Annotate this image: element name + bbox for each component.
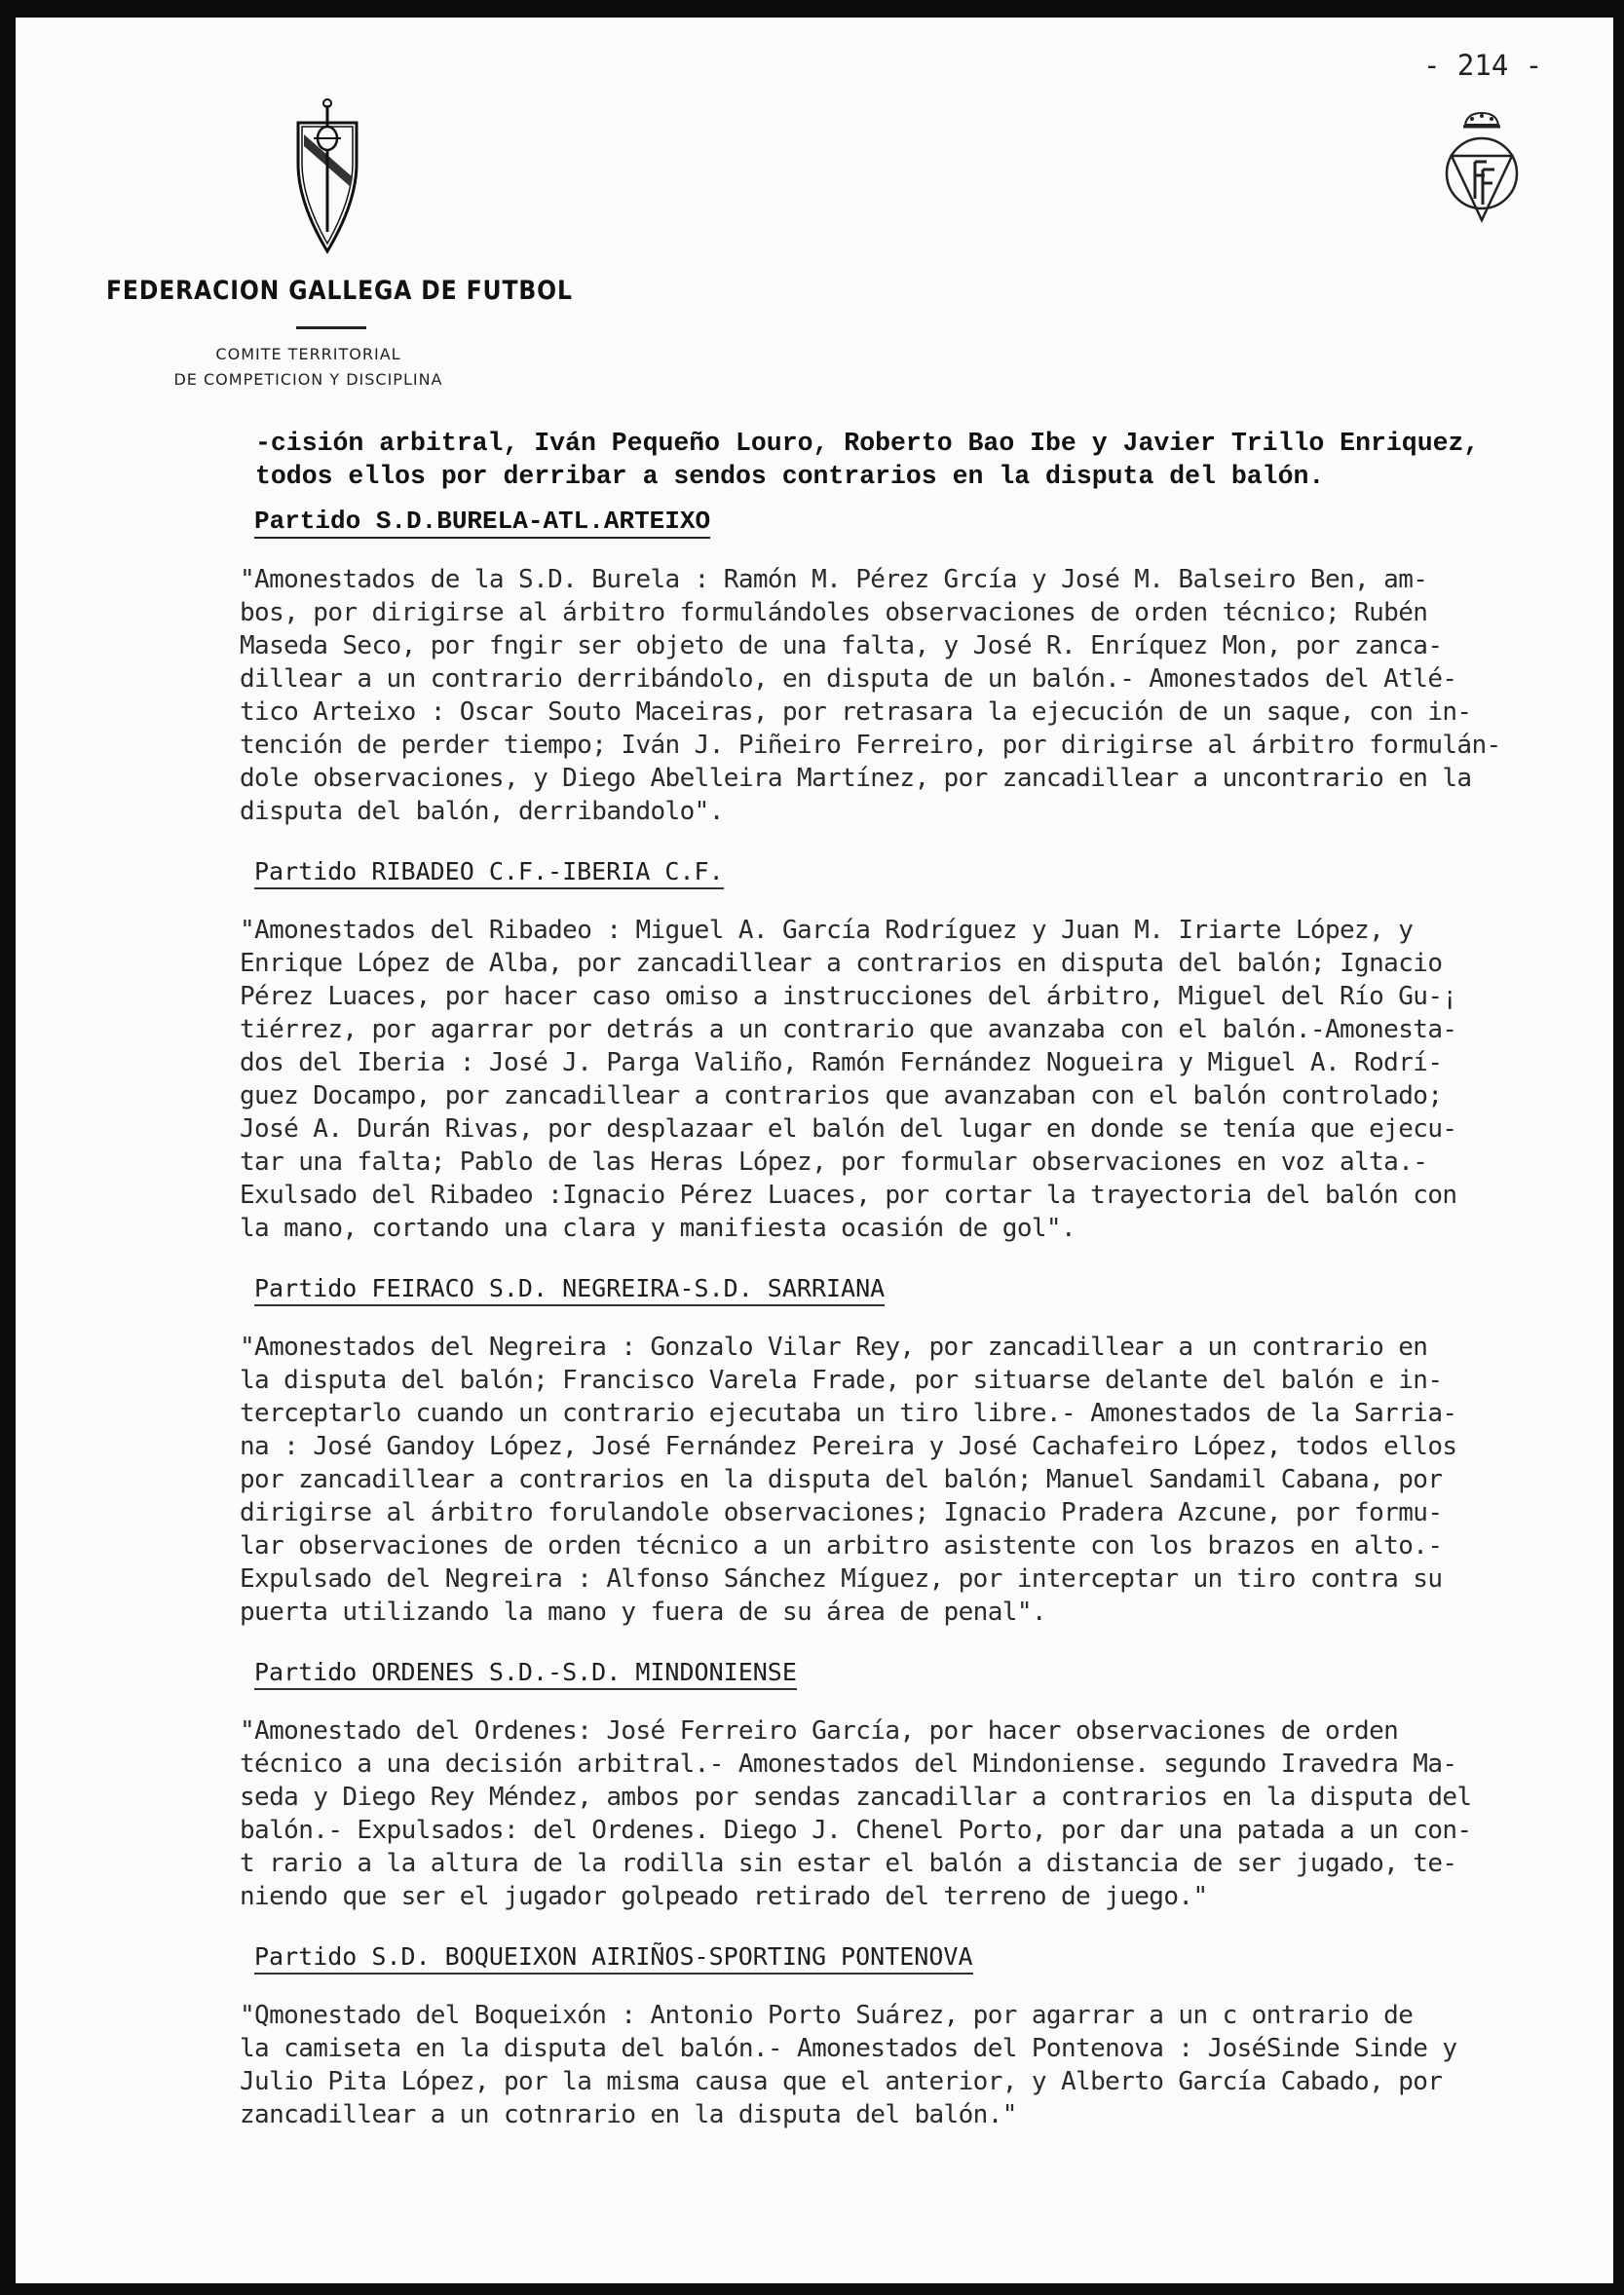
report-line: Pérez Luaces, por hacer caso omiso a instrucciones del árbitro, Miguel del Río Gu-¡: [240, 982, 1457, 1011]
document-page: [16, 18, 1613, 2283]
report-line: "Amonestados de la S.D. Burela : Ramón M. Pérez Grcía y José M. Balseiro Ben, am-: [240, 565, 1428, 594]
report-line: terceptarlo cuando un contrario ejecutaba un tiro libre.- Amonestados de la Sarria-: [240, 1399, 1457, 1428]
page-number: - 214 -: [1423, 49, 1543, 82]
report-line: dos del Iberia : José J. Parga Valiño, Ramón Fernández Nogueira y Miguel A. Rodrí-: [240, 1048, 1443, 1077]
report-line: zancadillear a un cotnrario en la disputa del balón.": [240, 2100, 1017, 2129]
report-line: na : José Gandoy López, José Fernández Pereira y José Cachafeiro López, todos ellos: [240, 1432, 1457, 1461]
report-line: tención de perder tiempo; Iván J. Piñeiro Ferreiro, por dirigirse al árbitro formulán-: [240, 731, 1501, 760]
match-report-ribadeo-iberia: [240, 914, 1599, 1245]
report-line: tiérrez, por agarrar por detrás a un contrario que avanzaba con el balón.-Amonesta-: [240, 1015, 1457, 1044]
report-line: niendo que ser el jugador golpeado retirado del terreno de juego.": [240, 1882, 1208, 1911]
match-heading-boqueixon-pontenova: Partido S.D. BOQUEIXON AIRIÑOS-SPORTING PONTENOVA: [254, 1942, 973, 1975]
report-line: la mano, cortando una clara y manifiesta ocasión de gol".: [240, 1214, 1076, 1243]
report-line: "Qmonestado del Boqueixón : Antonio Porto Suárez, por agarrar a un c ontrario de: [240, 2001, 1414, 2030]
intro-paragraph: [255, 427, 1600, 493]
report-line: Julio Pita López, por la misma causa que el anterior, y Alberto García Cabado, por: [240, 2067, 1443, 2096]
report-line: "Amonestados del Ribadeo : Miguel A. García Rodríguez y Juan M. Iriarte López, y: [240, 916, 1414, 945]
report-line: dirigirse al árbitro forulandole observaciones; Ignacio Pradera Azcune, por formu-: [240, 1498, 1443, 1527]
report-line: técnico a una decisión arbitral.- Amonestados del Mindoniense. segundo Iravedra Ma-: [240, 1749, 1457, 1779]
report-line: "Amonestados del Negreira : Gonzalo Vilar Rey, por zancadillear a un contrario en: [240, 1333, 1428, 1362]
report-line: Exulsado del Ribadeo :Ignacio Pérez Luaces, por cortar la trayectoria del balón con: [240, 1181, 1457, 1210]
match-report-negreira-sarriana: [240, 1331, 1599, 1629]
report-line: dole observaciones, y Diego Abelleira Martínez, por zancadillear a uncontrario en la: [240, 764, 1472, 793]
match-heading-ordenes-mindoniense: Partido ORDENES S.D.-S.D. MINDONIENSE: [254, 1658, 797, 1690]
report-line: guez Docampo, por zancadillear a contrarios que avanzaban con el balón controlado;: [240, 1081, 1443, 1110]
report-line: la camiseta en la disputa del balón.- Amonestados del Pontenova : JoséSinde Sinde y: [240, 2034, 1457, 2063]
match-report-boqueixon-pontenova: [240, 1999, 1599, 2131]
match-report-burela-arteixo: [240, 563, 1599, 828]
report-line: balón.- Expulsados: del Ordenes. Diego J. Chenel Porto, por dar una patada a un con-: [240, 1816, 1472, 1845]
report-line: t rario a la altura de la rodilla sin estar el balón a distancia de ser jugado, te-: [240, 1849, 1457, 1878]
report-line: Enrique López de Alba, por zancadillear a contrarios en disputa del balón; Ignacio: [240, 949, 1443, 978]
report-line: Maseda Seco, por fngir ser objeto de una falta, y José R. Enríquez Mon, por zanca-: [240, 631, 1443, 660]
federation-name: FEDERACION GALLEGA DE FUTBOL: [106, 276, 573, 306]
committee-name: [140, 342, 476, 393]
committee-line-2: DE COMPETICION Y DISCIPLINA: [173, 370, 443, 389]
report-line: bos, por dirigirse al árbitro formulándoles observaciones de orden técnico; Rubén: [240, 598, 1428, 627]
match-heading-ribadeo-iberia: Partido RIBADEO C.F.-IBERIA C.F.: [254, 857, 724, 889]
report-line: dillear a un contrario derribándolo, en disputa de un balón.- Amonestados del Atlé-: [240, 664, 1457, 694]
document-body: [240, 427, 1599, 2161]
intro-line: todos ellos por derribar a sendos contrarios en la disputa del balón.: [255, 462, 1325, 491]
header-divider: [296, 326, 366, 329]
report-line: puerta utilizando la mano y fuera de su área de penal".: [240, 1598, 1046, 1627]
match-report-ordenes-mindoniense: [240, 1714, 1599, 1913]
report-line: por zancadillear a contrarios en la disputa del balón; Manuel Sandamil Cabana, por: [240, 1465, 1443, 1494]
report-line: "Amonestado del Ordenes: José Ferreiro García, por hacer observaciones de orden: [240, 1716, 1399, 1746]
match-heading-negreira-sarriana: Partido FEIRACO S.D. NEGREIRA-S.D. SARRIANA: [254, 1274, 885, 1306]
report-line: la disputa del balón; Francisco Varela Frade, por situarse delante del balón e in-: [240, 1366, 1443, 1395]
spanish-federation-crest-icon: [1438, 105, 1526, 242]
report-line: lar observaciones de orden técnico a un arbitro asistente con los brazos en alto.-: [240, 1531, 1443, 1561]
committee-line-1: COMITE TERRITORIAL: [215, 345, 401, 363]
report-line: disputa del balón, derribandolo".: [240, 797, 724, 826]
report-line: seda y Diego Rey Méndez, ambos por sendas zancadillar a contrarios en la disputa del: [240, 1783, 1472, 1812]
intro-line: -cisión arbitral, Iván Pequeño Louro, Roberto Bao Ibe y Javier Trillo Enriquez,: [255, 429, 1480, 458]
report-line: tar una falta; Pablo de las Heras López, por formular observaciones en voz alta.-: [240, 1148, 1428, 1177]
report-line: José A. Durán Rivas, por desplazaar el balón del lugar en donde se tenía que ejecu-: [240, 1114, 1457, 1144]
match-heading-burela-arteixo: Partido S.D.BURELA-ATL.ARTEIXO: [254, 507, 710, 539]
report-line: tico Arteixo : Oscar Souto Maceiras, por retrasara la ejecución de un saque, con in-: [240, 697, 1472, 727]
report-line: Expulsado del Negreira : Alfonso Sánchez Míguez, por interceptar un tiro contra su: [240, 1564, 1443, 1594]
galician-federation-shield-icon: [279, 95, 376, 261]
